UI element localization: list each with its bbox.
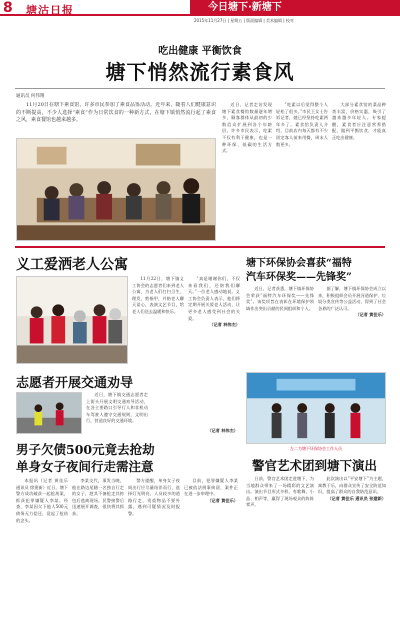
robbery-col-c: 警方提醒，单身女子夜间出行应尽量结伴而行，选择灯光明亮、人员较多的道路行走，贵重物品不要外露，遇到可疑情况及时报警。 bbox=[128, 478, 180, 516]
traffic-headline: 志愿者开展交通劝导 bbox=[16, 376, 134, 391]
traffic-text: 近日，塘下镇交通志愿者走上街头开展文明交通劝导活动，在各主要路口引导行人和非机动车驾驶人遵守交通规则，文明出行，营造良好的交通环境。 bbox=[86, 392, 148, 424]
security-photo bbox=[246, 372, 386, 444]
traffic-photo bbox=[16, 392, 82, 434]
robbery-headline-2: 单身女子夜间行走需注意 bbox=[16, 459, 154, 474]
security-credit: （记者 黄佳乐） bbox=[355, 312, 386, 318]
traffic-credit: （记者 林伟杰） bbox=[207, 428, 238, 433]
security-col-b: 据了解，塘下镇环保协会成立以来，积极组织会员开展河道保护、垃圾分类宣传等公益活动，得到了社会各界的广泛认可。 （记者 黄佳乐） bbox=[318, 286, 386, 318]
robbery-col-a: 本报讯（记者 黄佳乐 通讯员 徐建新）近日，塘下警方成功破获一起抢劫案，抓获犯罪嫌疑人李某。经查，李某因欠下他人500元债务无力偿还，竟起了抢劫的念头。 bbox=[16, 478, 68, 523]
elderly-col-b: “真是谢谢你们，不仅来看我们，还陪我们聊天。”一位老人感动地说。义工协会负责人表示，他们将定期开展关爱老人活动，让更多老人感受到社会的关爱。 （记者 林伟杰） bbox=[188, 276, 240, 328]
security-col-a: 近日，记者获悉，塘下镇环保协会荣获“福特汽车环保奖——先锋奖”。该奖项旨在表彰在环境保护领域作出突出贡献的民间组织和个人。 bbox=[246, 286, 314, 311]
paper-name: 塘沽日报 bbox=[26, 4, 74, 17]
lead-col-2: 近日，记者走访发现塘下素食餐馆数量逐年增多，顾客群体从最初的少数信众扩展到各个年龄层。许多市民表示，吃素不仅有利于健康，也是一种环保、低碳的生活方式。 bbox=[222, 102, 272, 154]
elderly-col-a: 11月22日，塘下镇义工协会的志愿者们来到老人公寓，为老人们打扫卫生、理发、剪指甲，并陪老人聊天谈心，表演文艺节目，给老人们送去温暖和快乐。 bbox=[132, 276, 184, 314]
lead-kicker: 吃出健康 平衡饮食 bbox=[158, 46, 242, 57]
police-art-headline: 警官艺术团到塘下演出 bbox=[252, 458, 378, 473]
lead-headline: 塘下悄然流行素食风 bbox=[105, 60, 295, 84]
lead-intro: 11月20日在塘下素食馆，许多市民参加了素食品鉴活动。近年来，随着人们健康意识的不断提高，不少人选择“素食”作为日常饮食的一种新方式，在塘下镇悄然流行起了素食之风，素食餐馆也越来越多。 bbox=[16, 102, 216, 123]
security-headline-1: 塘下环保协会喜获“福特 bbox=[246, 258, 352, 269]
police-art-col-b: 此次演出以“平安塘下”为主题，寓教于乐，向群众宣传了安全防范知识，提高了群众的自我防范意识。 （记者 黄佳乐 通讯员 张建新） bbox=[318, 476, 386, 501]
security-headline-2: 汽车环保奖——先锋奖” bbox=[246, 272, 352, 283]
robbery-credit: （记者 黄佳乐） bbox=[207, 497, 238, 503]
page-number: 8 bbox=[3, 0, 13, 16]
security-photo-caption: 左二为塘下环保协会工作人员 bbox=[290, 446, 342, 451]
lead-col-3: “吃素以后觉得整个人轻松了很多。”市民王女士告诉记者，她已经坚持吃素两年多了。素食馆负责人介绍，目前店内每天都有不少固定客人前来用餐，周末人数更多。 bbox=[276, 102, 328, 147]
lead-photo bbox=[16, 138, 216, 241]
lead-col-4: 大部分素食馆的菜品种类丰富，价格实惠，吸引了越来越多年轻人。专家提醒，素食者应注意营养搭配，做到平衡饮食，才能真正吃出健康。 bbox=[332, 102, 386, 140]
robbery-headline-1: 男子欠债500元竟去抢劫 bbox=[16, 442, 155, 457]
elderly-credit: （记者 林伟杰） bbox=[209, 322, 240, 328]
robbery-col-b: 李某交代，事发当晚，他在路边尾随一名独自行走的女子，趁其不备抢走其挎包后逃离现场。民警接警后迅速展开调查，很快将其抓获。 bbox=[72, 478, 124, 516]
dateline: 2015年11月27日 | 星期五 | 版面编辑 | 美术编辑 | 校对 bbox=[194, 18, 294, 23]
section-tab: 今日塘下·新塘下 bbox=[190, 0, 400, 16]
lead-byline: 通讯员 何伟翔 bbox=[16, 94, 45, 99]
robbery-col-d: 目前，犯罪嫌疑人李某已被依法刑事拘留，案件正在进一步审理中。 （记者 黄佳乐） bbox=[184, 478, 238, 503]
section-divider bbox=[15, 246, 385, 248]
police-art-credit: （记者 黄佳乐 通讯员 张建新） bbox=[327, 495, 386, 501]
elderly-headline: 义工爱洒老人公寓 bbox=[16, 257, 128, 273]
divider bbox=[15, 88, 385, 89]
masthead bbox=[0, 0, 400, 16]
elderly-photo bbox=[16, 276, 128, 364]
police-art-col-a: 日前，警官艺术团走进塘下，为当地群众带来了一场精彩的文艺演出。演出节目形式多样，有歌舞、小品、相声等，赢得了现场观众的阵阵掌声。 bbox=[246, 476, 314, 508]
